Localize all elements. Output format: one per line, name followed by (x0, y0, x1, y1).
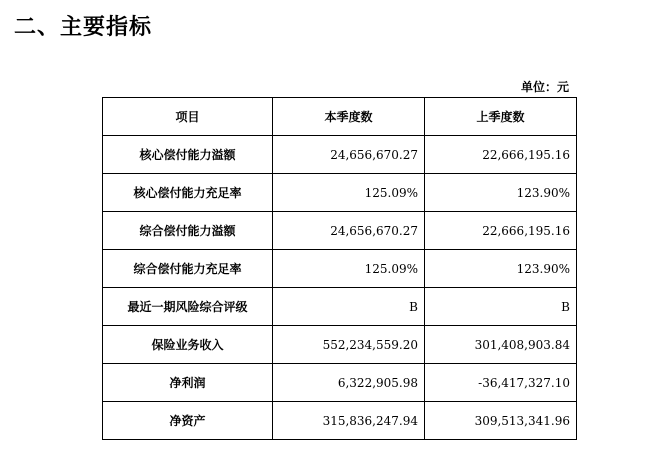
current-quarter-value: 6,322,905.98 (273, 364, 425, 402)
column-header-current-quarter: 本季度数 (273, 98, 425, 136)
indicators-table (102, 97, 577, 440)
previous-quarter-value: 123.90% (425, 174, 577, 212)
column-header-previous-quarter: 上季度数 (425, 98, 577, 136)
previous-quarter-value: B (425, 288, 577, 326)
current-quarter-value: 125.09% (273, 250, 425, 288)
table-row (103, 402, 577, 440)
current-quarter-value: B (273, 288, 425, 326)
section-title: 二、主要指标 (14, 15, 153, 40)
table-header-row (103, 98, 577, 136)
table-row (103, 212, 577, 250)
row-label: 综合偿付能力充足率 (103, 250, 273, 288)
current-quarter-value: 24,656,670.27 (273, 212, 425, 250)
column-header-item: 项目 (103, 98, 273, 136)
table-row (103, 136, 577, 174)
current-quarter-value: 552,234,559.20 (273, 326, 425, 364)
previous-quarter-value: -36,417,327.10 (425, 364, 577, 402)
table-row (103, 250, 577, 288)
table-row (103, 364, 577, 402)
table-row (103, 288, 577, 326)
row-label: 核心偿付能力溢额 (103, 136, 273, 174)
row-label: 净利润 (103, 364, 273, 402)
row-label: 最近一期风险综合评级 (103, 288, 273, 326)
table-row (103, 326, 577, 364)
previous-quarter-value: 301,408,903.84 (425, 326, 577, 364)
row-label: 综合偿付能力溢额 (103, 212, 273, 250)
previous-quarter-value: 123.90% (425, 250, 577, 288)
row-label: 保险业务收入 (103, 326, 273, 364)
current-quarter-value: 315,836,247.94 (273, 402, 425, 440)
current-quarter-value: 125.09% (273, 174, 425, 212)
previous-quarter-value: 22,666,195.16 (425, 136, 577, 174)
unit-label: 单位：元 (520, 80, 569, 94)
row-label: 净资产 (103, 402, 273, 440)
table-row (103, 174, 577, 212)
row-label: 核心偿付能力充足率 (103, 174, 273, 212)
previous-quarter-value: 309,513,341.96 (425, 402, 577, 440)
previous-quarter-value: 22,666,195.16 (425, 212, 577, 250)
current-quarter-value: 24,656,670.27 (273, 136, 425, 174)
